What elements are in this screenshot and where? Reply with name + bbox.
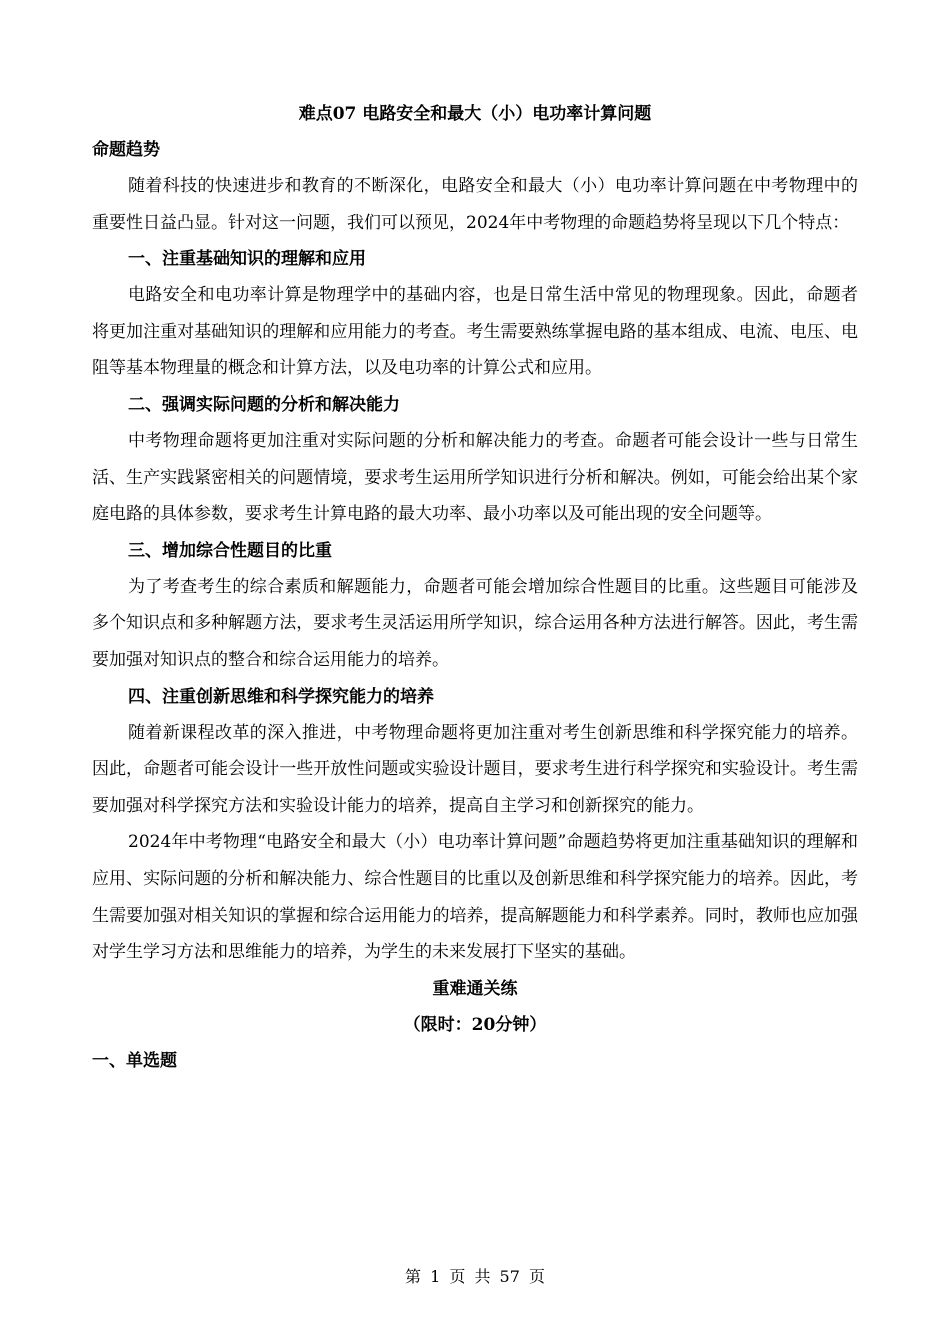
point-4-body: 随着新课程改革的深入推进，中考物理命题将更加注重对考生创新思维和科学探究能力的培养。因此，命题者可能会设计一些开放性问题或实验设计题目，要求考生进行科学探究和实验设计。考生需要加强对科学探究方法和实验设计能力的培养，提高自主学习和创新探究的能力。 [92,722,858,816]
document-page [92,96,858,1079]
conclusion-paragraph: 2024年中考物理“电路安全和最大（小）电功率计算问题”命题趋势将更加注重基础知识的理解和应用、实际问题的分析和解决能力、综合性题目的比重以及创新思维和科学探究能力的培养。因此，考生需要加强对相关知识的掌握和综合运用能力的培养，提高解题能力和科学素养。同时，教师也应加强对学生学习方法和思维能力的培养，为学生的未来发展打下坚实的基础。 [92,832,858,963]
point-2-heading: 二、强调实际问题的分析和解决能力 [128,394,400,415]
point-1-body: 电路安全和电功率计算是物理学中的基础内容，也是日常生活中常见的物理现象。因此，命题者将更加注重对基础知识的理解和应用能力的考查。考生需要熟练掌握电路的基本组成、电流、电压、电阻等基本物理量的概念和计算方法，以及电功率的计算公式和应用。 [92,285,858,379]
point-2-body: 中考物理命题将更加注重对实际问题的分析和解决能力的考查。命题者可能会设计一些与日常生活、生产实践紧密相关的问题情境，要求考生运用所学知识进行分析和解决。例如，可能会给出某个家庭电路的具体参数，要求考生计算电路的最大功率、最小功率以及可能出现的安全问题等。 [92,430,858,525]
practice-title: 重难通关练 [432,978,518,999]
page-footer: 第 1 页 共 57 页 [405,1267,545,1286]
point-1-heading: 一、注重基础知识的理解和应用 [128,249,366,270]
intro-paragraph: 随着科技的快速进步和教育的不断深化，电路安全和最大（小）电功率计算问题在中考物理中的重要性日益凸显。针对这一问题，我们可以预见，2024年中考物理的命题趋势将呈现以下几个特点： [92,176,858,233]
point-3-heading: 三、增加综合性题目的比重 [128,540,332,561]
document-title: 难点07 电路安全和最大（小）电功率计算问题 [298,104,652,124]
time-limit: （限时：20分钟） [403,1014,547,1035]
trend-label: 命题趋势 [92,140,160,160]
point-3-body: 为了考查考生的综合素质和解题能力，命题者可能会增加综合性题目的比重。这些题目可能涉及多个知识点和多种解题方法，要求考生灵活运用所学知识，综合运用各种方法进行解答。因此，考生需要加强对知识点的整合和综合运用能力的培养。 [92,576,858,670]
point-4-heading: 四、注重创新思维和科学探究能力的培养 [128,686,434,707]
question-type-heading: 一、单选题 [92,1050,177,1071]
